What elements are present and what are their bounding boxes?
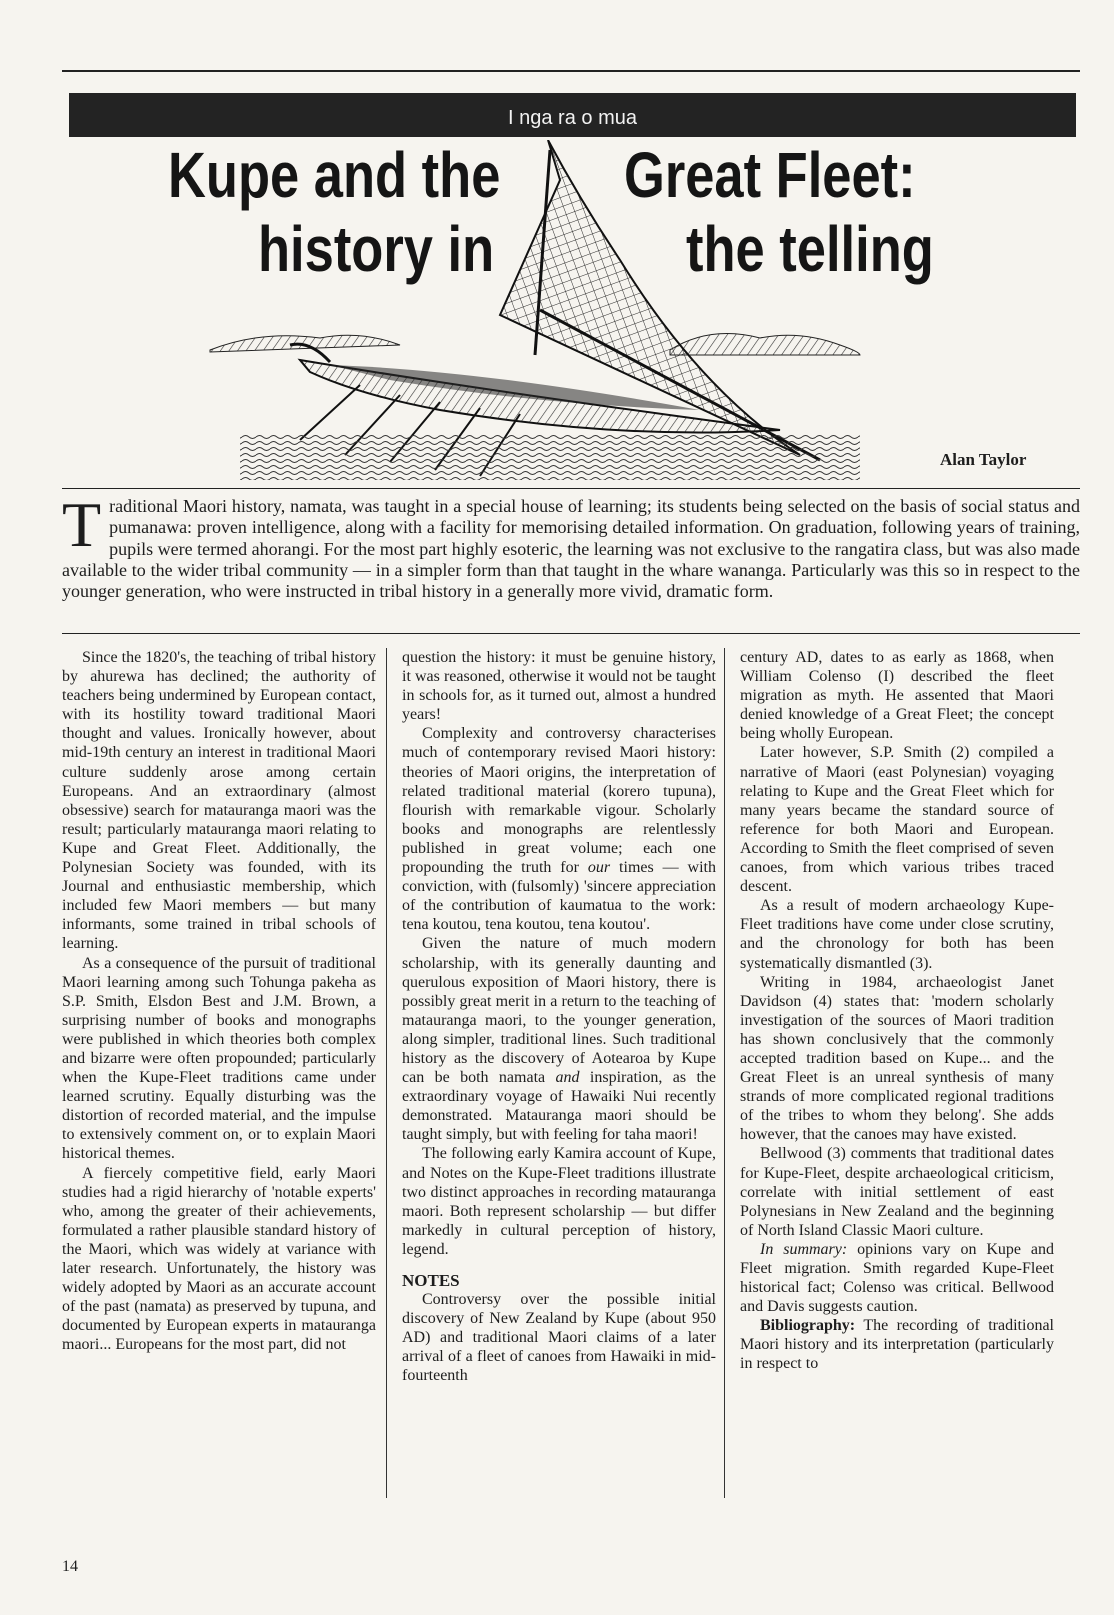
- author-byline: Alan Taylor: [940, 450, 1027, 469]
- drop-cap: T: [62, 489, 102, 560]
- col3-paragraph: In summary: opinions vary on Kupe and Fleet migration. Smith regarded Kupe-Fleet historical fact; Colenso was critical. Bellwood and Davis suggests caution.: [740, 1240, 1054, 1316]
- title-line2-left: history in: [258, 213, 495, 285]
- notes-heading: NOTES: [402, 1271, 460, 1290]
- title-line1-left: Kupe and the: [168, 139, 501, 211]
- col2-paragraph: The following early Kamira account of Kupe, and Notes on the Kupe-Fleet traditions illustrate two distinct approaches in recording matauranga maori. Both represent scholarship — but differ markedly in cultural perception of history, legend.: [402, 1145, 716, 1258]
- intro-top-rule: [62, 488, 1080, 489]
- col3-paragraph: Bellwood (3) comments that traditional dates for Kupe-Fleet, despite archaeological criticism, correlate with initial settlement of east Polynesians in New Zealand and the beginning of North Island Classic Maori culture.: [740, 1145, 1054, 1239]
- col1-paragraph: A fiercely competitive field, early Maori studies had a rigid hierarchy of 'notable experts' who, among the greater of their achievements, formulated a rather plausible standard history of the Maori, which was widely at variance with later research. Unfortunately, the history was widely adopted by Maori as an accurate account of the past (namata) as preserved by tupuna, and documented by European experts in matauranga maori... Europeans for the most part, did not: [62, 1164, 376, 1354]
- col2-paragraph: Complexity and controversy characterises much of contemporary revised Maori history: theories of Maori origins, the interpretation of related traditional material (korero tupuna), flourish with remarkable vigour. Scholarly books and monographs are relentlessly published in great volume; each one propounding the truth for our times — with conviction, with (fulsomly) 'sincere appreciation of the contribution of kaumatua to the work: tena koutou, tena koutou, tena koutou'.: [402, 725, 716, 934]
- column-3: [740, 648, 1054, 1374]
- col2-paragraph: question the history: it must be genuine history, it was reasoned, otherwise it would not be taught in schools for, as it turned out, almost a hundred years!: [402, 649, 716, 724]
- col3-paragraph: As a result of modern archaeology Kupe-Fleet traditions have come under close scrutiny, and the chronology for both has been systematically dismantled (3).: [740, 897, 1054, 972]
- col2-paragraph: Given the nature of much modern scholarship, with its generally daunting and querulous exposition of Maori history, there is possibly great merit in a return to the teaching of matauranga maori, to the younger generation, along simpler, traditional lines. Such traditional history as the discovery of Aotearoa by Kupe can be both namata and inspiration, as the extraordinary voyage of Hawaiki Nui recently demonstrated. Matauranga maori should be taught simply, but with feeling for taha maori!: [402, 935, 716, 1144]
- col1-paragraph: As a consequence of the pursuit of traditional Maori learning among such Tohunga pakeha as S.P. Smith, Elsdon Best and J.M. Brown, a surprising number of books and monographs were published in which theories both complex and bizarre were often propounded; particularly when the Kupe-Fleet traditions came under learned scrutiny. Equally disturbing was the distortion of recorded material, and the impulse to extensively comment on, or to explain Maori historical themes.: [62, 954, 376, 1163]
- col3-paragraph: Writing in 1984, archaeologist Janet Davidson (4) states that: 'modern scholarly investigation of the sources of Maori tradition has shown conclusively that the commonly accepted tradition based on Kupe... and the Great Fleet is an unreal synthesis of many strands of more complicated regional traditions of the tribes to whom they belong'. She adds however, that the canoes may have existed.: [740, 973, 1054, 1144]
- col1-paragraph: Since the 1820's, the teaching of tribal history by ahurewa has declined; the authority of teachers being undermined by European contact, with its hostility toward traditional Maori thought and values. Ironically however, about mid-19th century an interest in traditional Maori culture suddenly arose among certain Europeans. And an extraordinary (almost obsessive) search for matauranga maori was the result; particularly matauranga maori relating to Kupe and Great Fleet. Additionally, the Polynesian Society was founded, with its Journal and enthusiastic membership, which included few Maori members — but many informants, some trained in tribal schools of learning.: [62, 649, 376, 953]
- col3-paragraph: century AD, dates to as early as 1868, when William Colenso (I) described the fleet migration as myth. He assented that Maori denied knowledge of a Great Fleet; the concept being wholly European.: [740, 649, 1054, 743]
- intro-text: raditional Maori history, namata, was taught in a special house of learning; its students being selected on the basis of social status and pumanawa: proven intelligence, along with a facility for memorising detailed information. On graduation, following years of training, pupils were termed ahorangi. For the most part highly esoteric, the learning was not exclusive to the rangatira class, but was also made available to the wider tribal community — in a simpler form than that taught in the whare wananga. Particularly was this so in respect to the younger generation, who were instructed in tribal history in a generally more vivid, dramatic form.: [62, 496, 1080, 602]
- notes-paragraph: Controversy over the possible initial discovery of New Zealand by Kupe (about 950 AD) and traditional Maori claims of a later arrival of a fleet of canoes from Hawaiki in mid-fourteenth: [402, 1291, 716, 1385]
- col3-paragraph: Later however, S.P. Smith (2) compiled a narrative of Maori (east Polynesian) voyaging relating to Kupe and the Great Fleet which for many years became the standard source of reference for both Maori and European. According to Smith the fleet comprised of seven canoes, from which various tribes traced descent.: [740, 744, 1054, 896]
- column-divider: [386, 648, 387, 1498]
- section-label: I nga ra o mua: [508, 107, 637, 129]
- title-line2-right: the telling: [686, 213, 934, 285]
- sea: [240, 435, 860, 480]
- column-2: [402, 648, 716, 1386]
- column-divider: [724, 648, 725, 1498]
- page-number: 14: [62, 1558, 78, 1575]
- section-banner: [69, 93, 1076, 137]
- column-1: [62, 648, 376, 1354]
- top-rule: [62, 70, 1080, 72]
- intro-bottom-rule: [62, 633, 1080, 634]
- intro-paragraph: [62, 489, 1080, 602]
- title-line1-right: Great Fleet:: [624, 139, 916, 211]
- col3-paragraph: Bibliography: The recording of traditional Maori history and its interpretation (particularly in respect to: [740, 1317, 1054, 1373]
